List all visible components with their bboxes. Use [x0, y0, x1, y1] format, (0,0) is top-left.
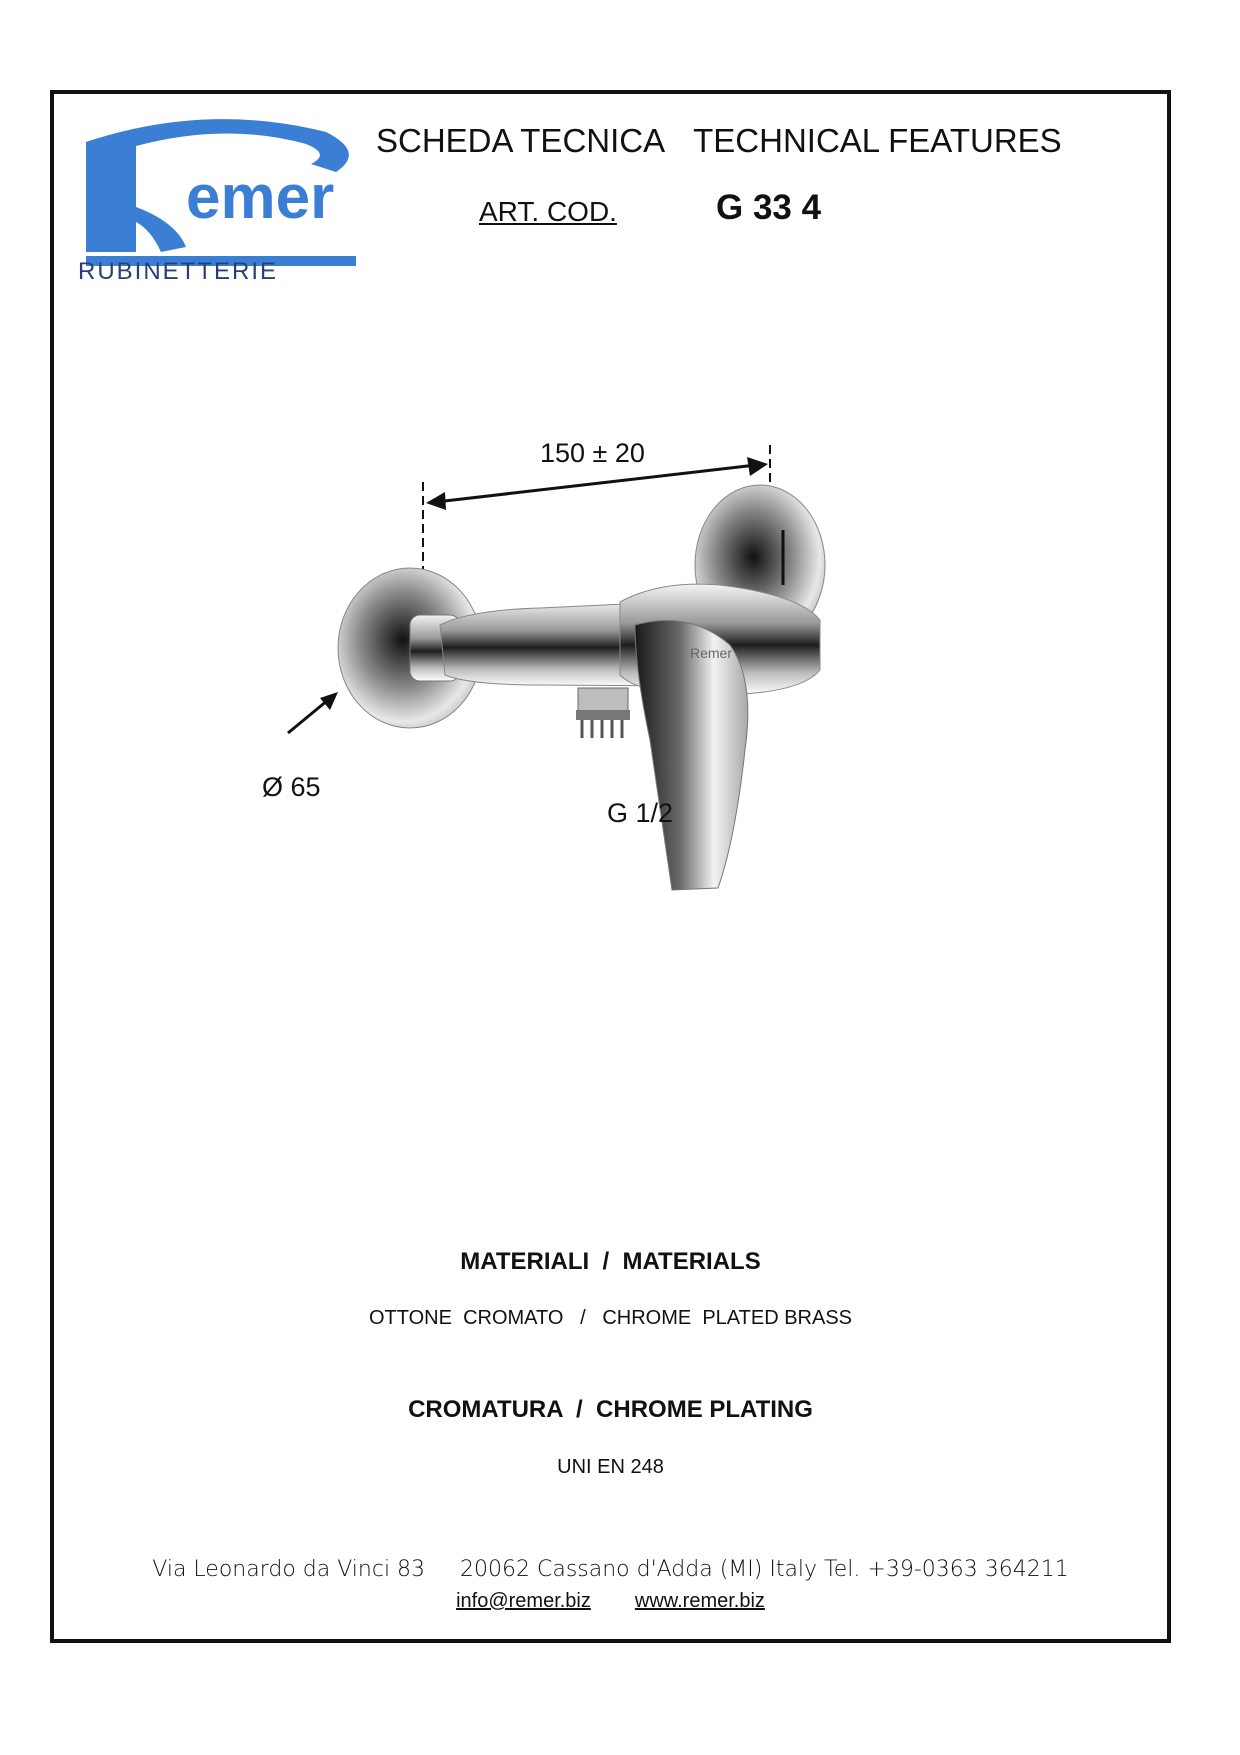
mixer-drawing — [240, 420, 890, 960]
article-code-label: ART. COD. — [479, 196, 617, 227]
page-title — [376, 122, 1090, 160]
dimension-thread-label: G 1/2 — [607, 798, 674, 828]
dimension-line — [436, 465, 756, 502]
materials-text: OTTONE CROMATO / CHROME PLATED BRASS — [368, 1307, 853, 1329]
diameter-leader — [288, 700, 328, 733]
plating-text: UNI EN 248 — [557, 1456, 664, 1478]
logo-wordmark: emer — [186, 163, 335, 232]
title-italian: SCHEDA TECNICA — [376, 122, 666, 159]
title-english: TECHNICAL FEATURES — [693, 122, 1062, 159]
materials-heading: MATERIALI / MATERIALS — [460, 1248, 761, 1275]
footer-address: Via Leonardo da Vinci 83 20062 Cassano d'Adda (MI) Italy Tel. +39-0363 364211 — [152, 1557, 1069, 1582]
dimension-width-label: 150 ± 20 — [540, 438, 645, 468]
dimension-diameter-label: Ø 65 — [262, 772, 321, 802]
svg-text:Remer: Remer — [690, 645, 733, 661]
website-link[interactable]: www.remer.biz — [634, 1590, 765, 1612]
brand-subtitle: RUBINETTERIE — [78, 258, 279, 285]
plating-heading: CROMATURA / CHROME PLATING — [408, 1396, 813, 1423]
article-code: G 33 4 — [716, 188, 822, 227]
footer-links — [54, 1590, 1167, 1613]
email-link[interactable]: info@remer.biz — [456, 1590, 591, 1612]
